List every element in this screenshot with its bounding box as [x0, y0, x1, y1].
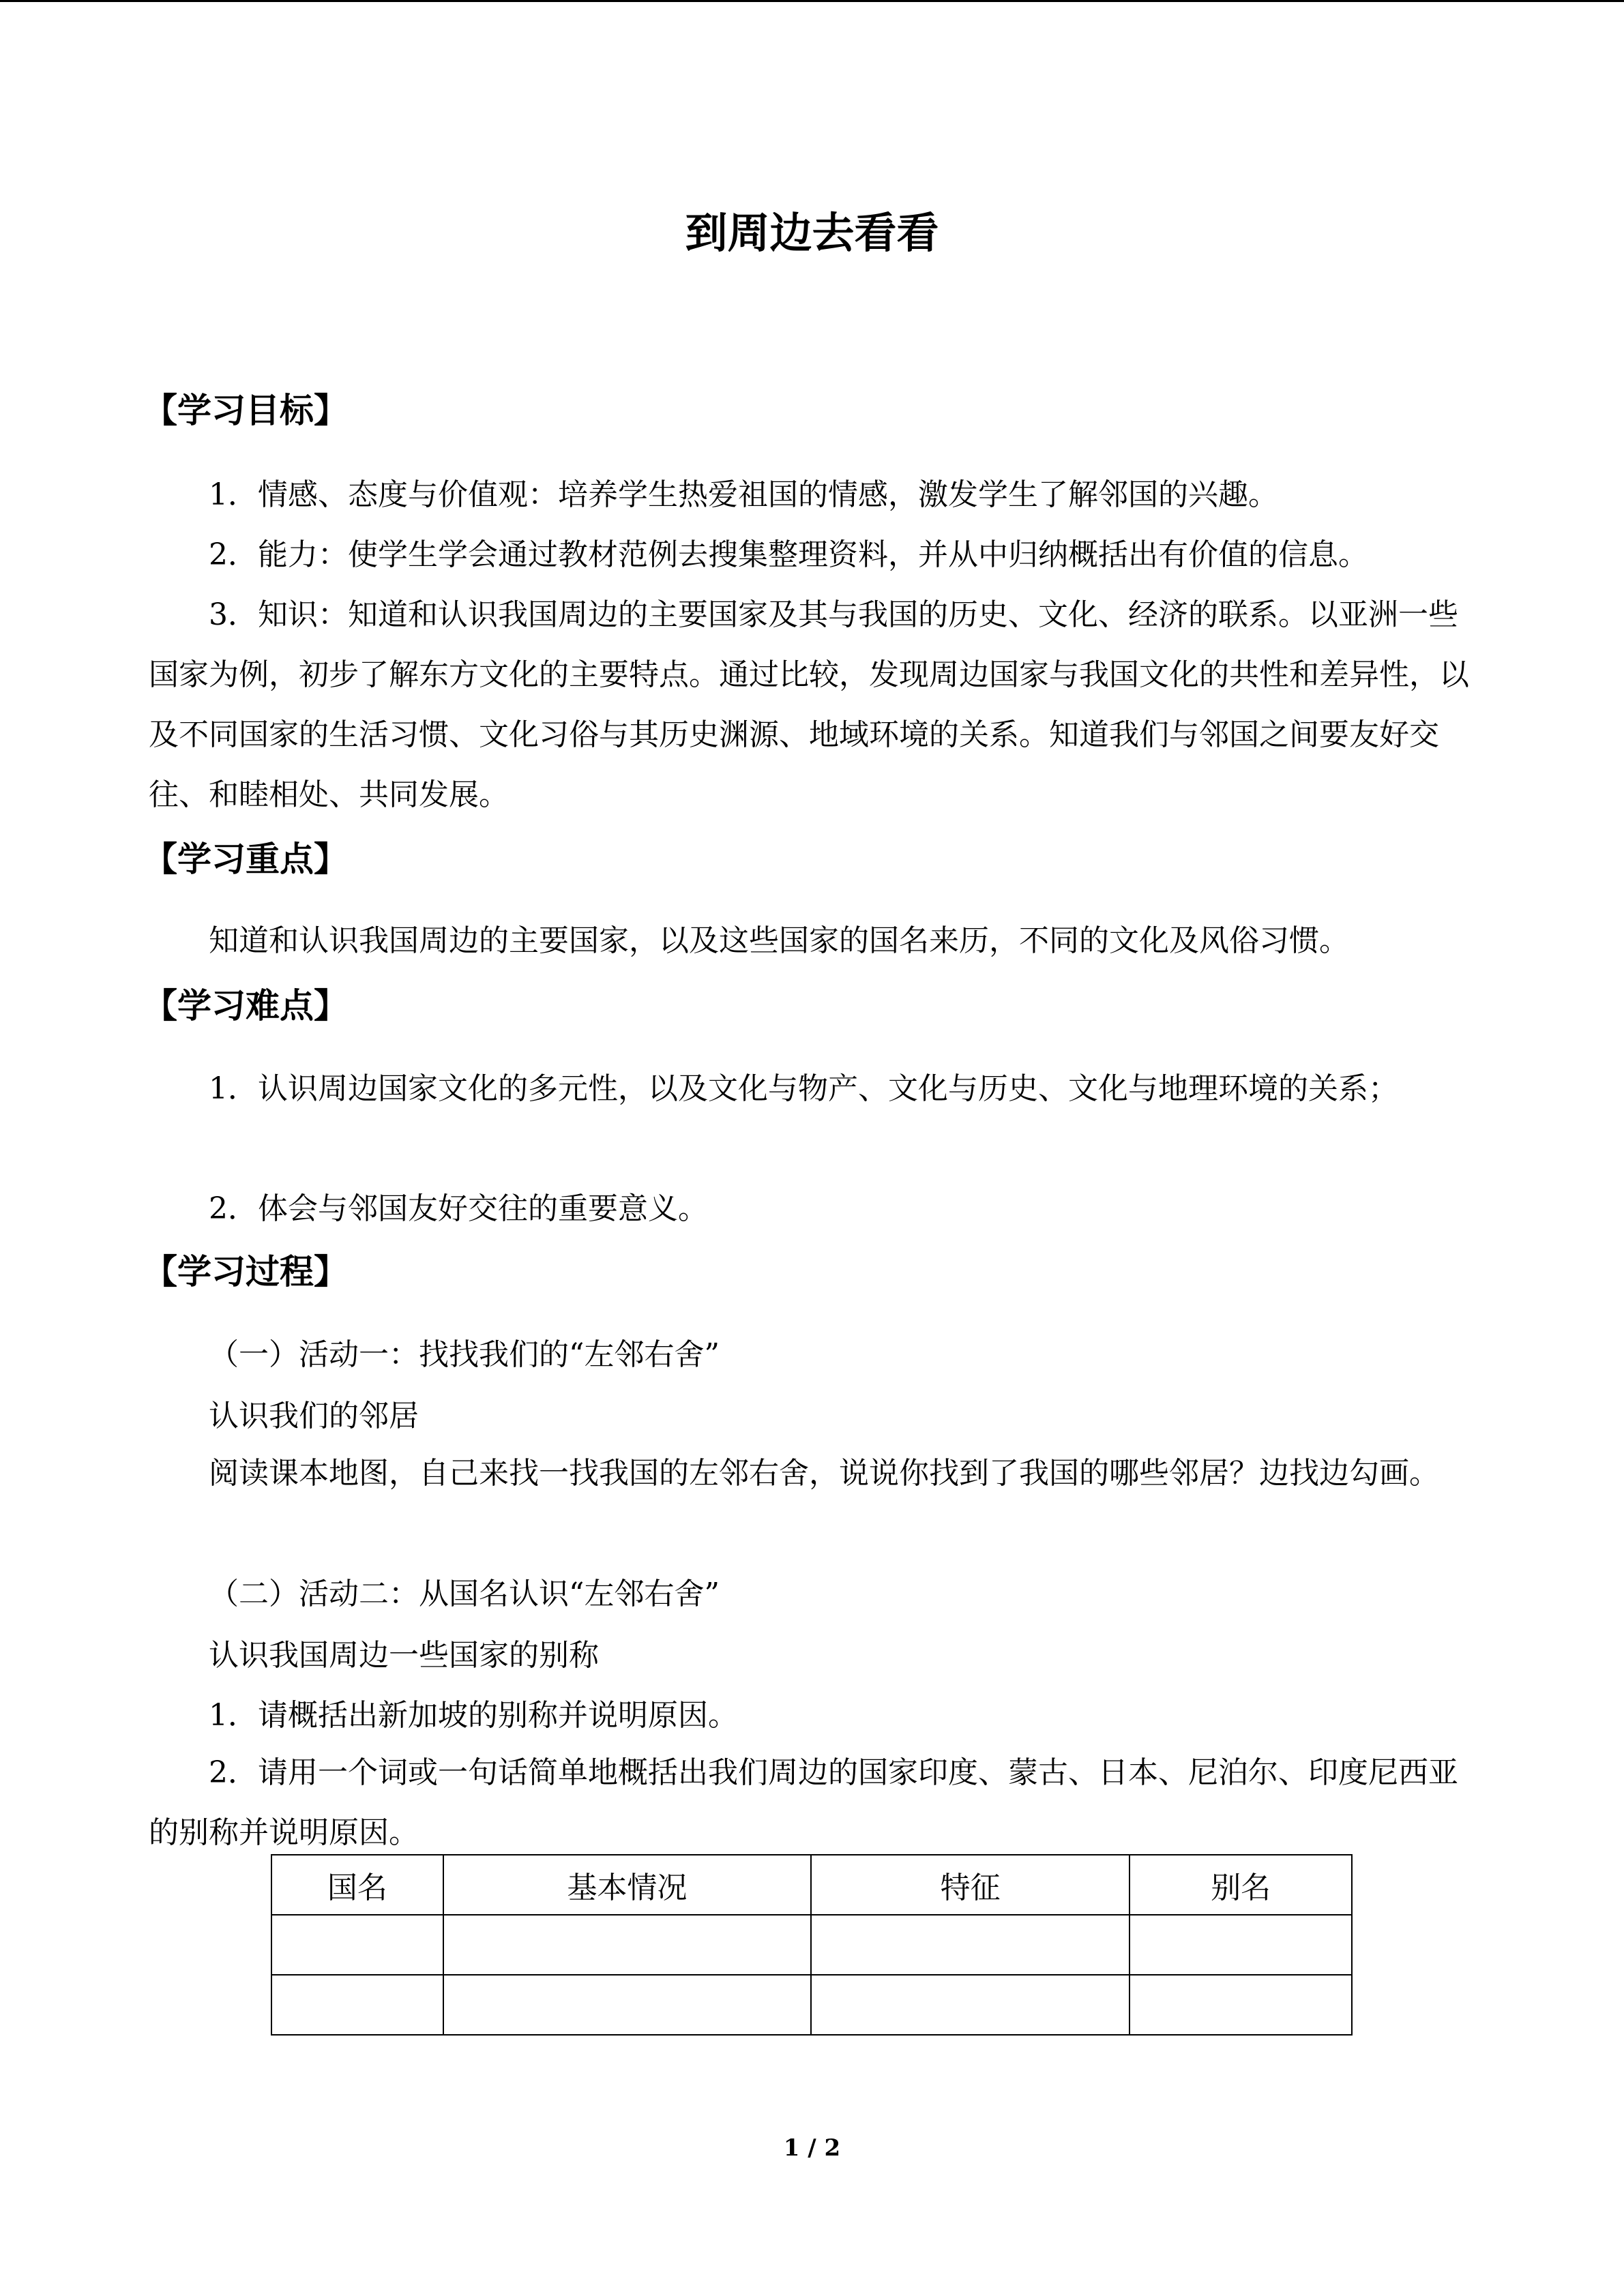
activity2-title: （二）活动二：从国名认识“左邻右舍” [209, 1577, 720, 1611]
activity2-subtitle: 认识我国周边一些国家的别称 [209, 1638, 599, 1673]
table-cell[interactable] [271, 1915, 443, 1975]
table-row [271, 1975, 1352, 2035]
table-header-row [271, 1855, 1352, 1915]
section-heading-process: 【学习过程】 [143, 1252, 348, 1292]
table-cell[interactable] [1130, 1915, 1352, 1975]
difficulty-item-1: 1．认识周边国家文化的多元性，以及文化与物产、文化与历史、文化与地理环境的关系； [209, 1071, 1398, 1106]
question-2: 2．请用一个词或一句话简单地概括出我们周边的国家印度、蒙古、日本、尼泊尔、印度尼西亚的别称并说明原因。 [149, 1755, 1458, 1850]
header-alias: 别名 [1130, 1855, 1352, 1915]
top-border-rule [0, 0, 1624, 2]
activity1-subtitle: 认识我们的邻居 [209, 1399, 419, 1433]
header-features: 特征 [811, 1855, 1130, 1915]
activity1-title: （一）活动一：找找我们的“左邻右舍” [209, 1337, 720, 1372]
country-nickname-table [271, 1854, 1353, 2036]
goal-item-2: 2．能力：使学生学会通过教材范例去搜集整理资料，并从中归纳概括出有价值的信息。 [209, 537, 1368, 572]
header-basic-info: 基本情况 [443, 1855, 811, 1915]
table-cell[interactable] [811, 1975, 1130, 2035]
table-row [271, 1915, 1352, 1975]
section-heading-difficulties: 【学习难点】 [143, 986, 348, 1026]
section-heading-goals: 【学习目标】 [143, 391, 348, 430]
page-number: 1 / 2 [783, 2134, 841, 2162]
table-cell[interactable] [443, 1975, 811, 2035]
goal-item-1: 1．情感、态度与价值观：培养学生热爱祖国的情感，激发学生了解邻国的兴趣。 [209, 477, 1278, 512]
header-country-name: 国名 [271, 1855, 443, 1915]
section-heading-key-points: 【学习重点】 [143, 839, 348, 879]
table-cell[interactable] [811, 1915, 1130, 1975]
key-points-text: 知道和认识我国周边的主要国家，以及这些国家的国名来历，不同的文化及风俗习惯。 [209, 923, 1349, 958]
page-title: 到周边去看看 [685, 208, 939, 258]
activity1-text: 阅读课本地图，自己来找一找我国的左邻右舍，说说你找到了我国的哪些邻居？边找边勾画。 [209, 1456, 1439, 1491]
question-1: 1．请概括出新加坡的别称并说明原因。 [209, 1698, 738, 1733]
goal-item-3: 3．知识：知道和认识我国周边的主要国家及其与我国的历史、文化、经济的联系。以亚洲一些国家为例，初步了解东方文化的主要特点。通过比较，发现周边国家与我国文化的共性和差异性，以及不同国家的生活习惯、文化习俗与其历史渊源、地域环境的关系。知道我们与邻国之间要友好交往、和睦相处、共同发展。 [149, 597, 1469, 812]
table-cell[interactable] [271, 1975, 443, 2035]
difficulty-item-2: 2．体会与邻国友好交往的重要意义。 [209, 1191, 708, 1226]
table-cell[interactable] [443, 1915, 811, 1975]
table-cell[interactable] [1130, 1975, 1352, 2035]
